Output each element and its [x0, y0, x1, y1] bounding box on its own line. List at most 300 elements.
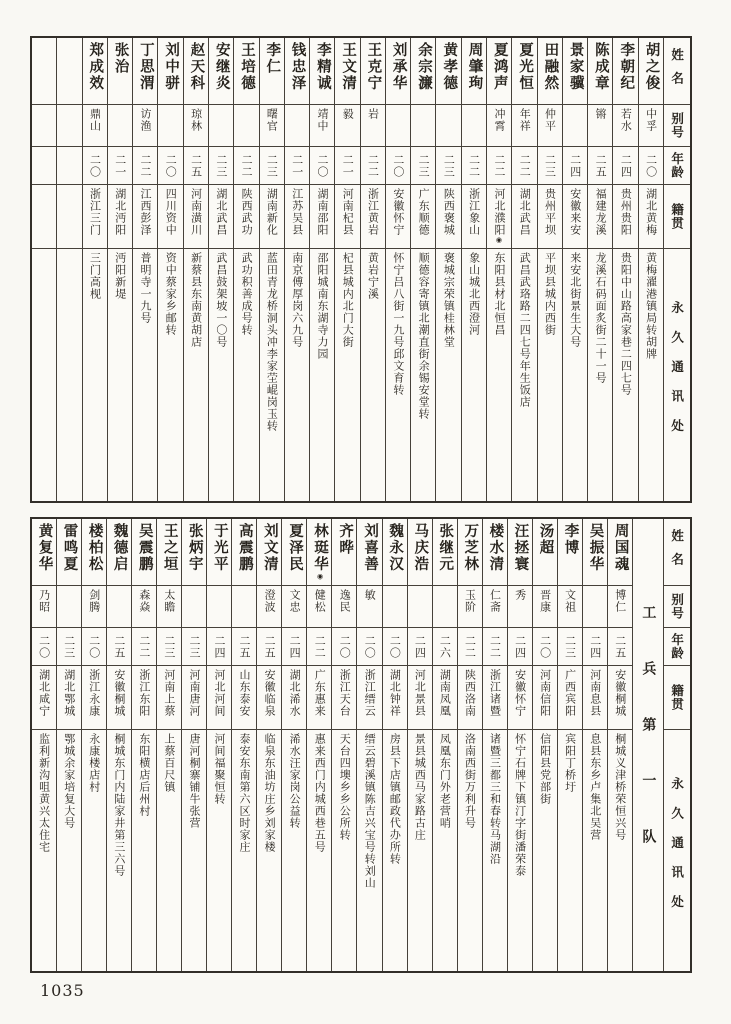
native-place-cell	[157, 665, 181, 729]
address-cell	[533, 729, 557, 971]
native-place-cell	[558, 665, 582, 729]
native-place-cell	[282, 665, 306, 729]
age-cell-text: 二四	[513, 634, 527, 659]
native-place-cell-text: 浙江东阳	[137, 669, 151, 717]
person-column	[56, 519, 81, 971]
person-column	[206, 519, 231, 971]
age-cell-text: 二五	[613, 634, 627, 659]
native-place-cell-text: 安徽来安	[568, 188, 582, 236]
address-cell-text: 桐城东门内陆家井第三六号	[112, 733, 126, 877]
address-cell	[57, 729, 81, 971]
native-place-cell-text: 湖南新化	[265, 188, 279, 236]
name-cell	[207, 519, 231, 585]
footnote-mark-icon: ◉	[316, 572, 325, 581]
age-cell-text: 二〇	[87, 634, 101, 659]
native-place-cell-text: 湖北沔阳	[113, 188, 127, 236]
empty-cell	[32, 38, 56, 104]
name-cell	[613, 38, 637, 104]
age-cell-text: 二〇	[164, 153, 178, 178]
native-place-cell-text: 福建龙溪	[594, 188, 608, 236]
native-place-cell-text: 广东惠来	[313, 669, 327, 717]
native-place-cell	[563, 184, 587, 248]
age-cell-text: 二四	[413, 634, 427, 659]
alias-cell	[458, 585, 482, 627]
name-cell	[533, 519, 557, 585]
alias-cell	[357, 585, 381, 627]
roster-table-top	[30, 36, 692, 503]
address-cell	[512, 248, 536, 501]
native-place-cell-text: 河南潢川	[189, 188, 203, 236]
address-cell	[357, 729, 381, 971]
name-cell-text: 田融然	[542, 42, 559, 92]
person-column	[208, 38, 233, 501]
address-cell-text: 凤凰东门外老营哨	[438, 733, 452, 829]
section-label-text: 工兵第一队	[640, 605, 657, 885]
native-place-cell	[383, 665, 407, 729]
native-place-cell	[257, 665, 281, 729]
column-header-name	[664, 38, 690, 104]
address-cell-text: 息县东乡卢集北吴营	[588, 733, 602, 841]
person-column	[435, 38, 460, 501]
native-place-cell-text: 山东泰安	[238, 669, 252, 717]
native-place-cell	[57, 665, 81, 729]
name-cell	[332, 519, 356, 585]
name-cell	[310, 38, 334, 104]
address-cell-text: 黄岩宁溪	[366, 252, 380, 300]
name-cell-text: 齐晔	[337, 523, 354, 556]
name-cell	[357, 519, 381, 585]
address-cell	[462, 248, 486, 501]
age-cell	[533, 627, 557, 665]
name-cell-text: 丁思渭	[137, 42, 154, 92]
native-place-cell-text: 湖北咸宁	[37, 669, 51, 717]
section-column	[632, 519, 663, 971]
native-place-cell-text: 河南杞县	[341, 188, 355, 236]
name-cell-text: 余宗濂	[415, 42, 432, 92]
address-cell-text: 惠来西门内城西巷五号	[313, 733, 327, 853]
address-cell	[133, 248, 157, 501]
native-place-cell-text: 河北景县	[413, 669, 427, 717]
person-column	[157, 38, 182, 501]
native-place-cell-text: 湖南邵阳	[315, 188, 329, 236]
address-cell	[608, 729, 632, 971]
address-cell-text: 唐河桐寨铺牛张营	[187, 733, 201, 829]
age-cell	[411, 146, 435, 184]
alias-cell-text: 健松	[313, 589, 327, 613]
column-header-name-text: 姓名	[669, 47, 685, 95]
alias-cell	[408, 585, 432, 627]
column-header-native-text: 籍贯	[669, 203, 685, 230]
age-cell	[639, 146, 663, 184]
person-column	[407, 519, 432, 971]
person-column	[461, 38, 486, 501]
age-cell	[207, 627, 231, 665]
address-cell-text: 龙溪石码面炙街二十一号	[594, 252, 608, 384]
age-cell-text: 二〇	[88, 153, 102, 178]
name-cell-text: 刘文清	[261, 523, 278, 573]
person-column	[587, 38, 612, 501]
alias-cell-text: 仁斋	[488, 589, 502, 613]
name-cell-text: 王文清	[340, 42, 357, 92]
age-cell	[583, 627, 607, 665]
address-cell	[282, 729, 306, 971]
age-cell	[483, 627, 507, 665]
name-cell-text: 吴振华	[587, 523, 604, 573]
alias-cell	[639, 104, 663, 146]
address-cell-text: 房县下店镇邮政代办所转	[388, 733, 402, 865]
alias-cell-text: 锵	[594, 108, 608, 120]
age-cell-text: 二〇	[37, 634, 51, 659]
name-cell-text: 黄复华	[36, 523, 53, 573]
name-cell	[558, 519, 582, 585]
address-cell	[132, 729, 156, 971]
age-cell	[232, 627, 256, 665]
native-place-cell-text: 湖南凤凰	[438, 669, 452, 717]
name-cell	[57, 519, 81, 585]
alias-cell-text: 晋康	[538, 589, 552, 613]
person-column	[131, 519, 156, 971]
alias-cell-text: 中孚	[644, 108, 658, 132]
native-place-cell-text: 贵州贵阳	[619, 188, 633, 236]
person-column	[557, 519, 582, 971]
alias-cell	[608, 585, 632, 627]
age-cell-text: 二五	[112, 634, 126, 659]
alias-cell	[462, 104, 486, 146]
native-place-cell-text: 河南上蔡	[162, 669, 176, 717]
name-cell-text: 汪拯寰	[512, 523, 529, 573]
footnote-mark-icon: ◉	[494, 236, 503, 244]
age-cell-text: 二四	[288, 634, 302, 659]
alias-cell-text: 仲平	[543, 108, 557, 132]
address-cell-text: 杞县城内北门大街	[341, 252, 355, 348]
address-cell-text: 褒城宗荣镇桂林堂	[442, 252, 456, 348]
age-cell	[257, 627, 281, 665]
age-cell	[260, 146, 284, 184]
person-column	[457, 519, 482, 971]
age-cell	[157, 627, 181, 665]
native-place-cell	[588, 184, 612, 248]
native-place-cell	[234, 184, 258, 248]
person-column	[432, 519, 457, 971]
alias-cell-text: 曙官	[265, 108, 279, 132]
native-place-cell	[132, 665, 156, 729]
name-cell-text: 夏泽民	[286, 523, 303, 573]
name-cell-text: 魏德启	[111, 523, 128, 573]
person-column	[309, 38, 334, 501]
address-cell	[209, 248, 233, 501]
name-cell	[232, 519, 256, 585]
address-cell-text: 东阳县材北恒昌	[492, 252, 506, 336]
person-column	[256, 519, 281, 971]
address-cell-text: 浠水汪家岗公益转	[288, 733, 302, 829]
native-place-cell	[260, 184, 284, 248]
native-place-cell-text: 河南信阳	[538, 669, 552, 717]
name-cell	[158, 38, 182, 104]
alias-cell	[107, 585, 131, 627]
person-column	[156, 519, 181, 971]
name-cell	[157, 519, 181, 585]
native-place-cell	[487, 184, 511, 248]
person-column	[106, 519, 131, 971]
alias-cell-text: 秀	[513, 589, 527, 601]
native-place-cell	[613, 184, 637, 248]
alias-cell-text: 博仁	[613, 589, 627, 613]
address-cell-text: 邵阳城南东湖寺力园	[315, 252, 329, 360]
native-place-cell-text: 江苏吴县	[290, 188, 304, 236]
name-cell-text: 刘中骈	[163, 42, 180, 92]
column-header-address-text: 永久通讯处	[669, 301, 685, 449]
name-cell-text: 安继炎	[213, 42, 230, 92]
alias-cell	[184, 104, 208, 146]
address-cell	[458, 729, 482, 971]
age-cell-text: 二一	[341, 153, 355, 178]
native-place-cell	[158, 184, 182, 248]
address-cell	[310, 248, 334, 501]
alias-cell	[487, 104, 511, 146]
native-place-cell	[107, 665, 131, 729]
age-cell	[285, 146, 309, 184]
native-place-cell	[411, 184, 435, 248]
alias-cell	[563, 104, 587, 146]
address-cell	[32, 729, 56, 971]
native-place-cell	[483, 665, 507, 729]
name-cell-text: 周国魂	[612, 523, 629, 573]
column-header-name	[664, 519, 690, 585]
address-cell	[433, 729, 457, 971]
alias-cell-text: 太瞻	[162, 589, 176, 613]
name-cell	[639, 38, 663, 104]
native-place-cell	[307, 665, 331, 729]
column-header-address-text: 永久通讯处	[669, 776, 685, 925]
native-place-cell	[408, 665, 432, 729]
address-cell-text: 东阳横店后州村	[137, 733, 151, 817]
age-cell	[608, 627, 632, 665]
alias-cell	[411, 104, 435, 146]
native-place-cell-text: 贵州平坝	[543, 188, 557, 236]
alias-cell	[209, 104, 233, 146]
name-cell	[538, 38, 562, 104]
person-column	[482, 519, 507, 971]
name-cell	[285, 38, 309, 104]
native-place-cell-text: 浙江诸暨	[488, 669, 502, 717]
address-cell-text: 来安北街景生大号	[568, 252, 582, 348]
age-cell	[357, 627, 381, 665]
age-cell-text: 二二	[139, 153, 152, 178]
alias-cell	[332, 585, 356, 627]
native-place-cell-text: 河北濮阳◉	[492, 188, 506, 244]
alias-cell	[257, 585, 281, 627]
alias-cell	[533, 585, 557, 627]
alias-cell-text: 琼林	[189, 108, 203, 132]
native-place-cell-text: 浙江天台	[338, 669, 352, 717]
age-cell	[487, 146, 511, 184]
address-cell-text: 宾阳丁桥圩	[563, 733, 577, 793]
name-cell	[82, 519, 106, 585]
name-cell-text: 汤超	[537, 523, 554, 556]
alias-cell	[588, 104, 612, 146]
age-cell-text: 二二	[518, 153, 532, 178]
age-cell-text: 二三	[417, 153, 431, 178]
age-cell	[383, 627, 407, 665]
age-cell	[512, 146, 536, 184]
name-cell-text: 李仁	[264, 42, 281, 75]
alias-cell-text: 敏	[363, 589, 377, 601]
native-place-cell	[538, 184, 562, 248]
age-cell-text: 二〇	[391, 153, 405, 178]
name-cell	[282, 519, 306, 585]
native-place-cell-text: 陕西褒城	[442, 188, 456, 236]
alias-cell	[182, 585, 206, 627]
address-cell	[157, 729, 181, 971]
address-cell-text: 诸暨三都三和春转马湖沿	[488, 733, 502, 865]
alias-cell-text: 访渔	[139, 108, 152, 132]
address-cell-text: 怀宁石牌下镇汀字街潘荣泰	[513, 733, 527, 877]
alias-cell	[307, 585, 331, 627]
name-cell-text: 胡之俊	[643, 42, 660, 92]
age-cell-text: 二四	[213, 634, 226, 659]
name-cell-text: 赵天科	[188, 42, 205, 92]
age-cell	[234, 146, 258, 184]
address-cell	[508, 729, 532, 971]
name-cell	[260, 38, 284, 104]
address-cell	[232, 729, 256, 971]
age-cell-text: 二二	[492, 153, 506, 178]
alias-cell	[335, 104, 359, 146]
native-place-cell-text: 湖北武昌	[518, 188, 532, 236]
person-column	[507, 519, 532, 971]
header-column	[663, 519, 690, 971]
address-cell-text: 洛南西街万利升号	[463, 733, 477, 829]
person-column	[181, 519, 206, 971]
alias-cell	[310, 104, 334, 146]
native-place-cell	[209, 184, 233, 248]
name-cell	[257, 519, 281, 585]
name-cell	[458, 519, 482, 585]
name-cell	[234, 38, 258, 104]
name-cell	[184, 38, 208, 104]
age-cell-text: 二四	[568, 153, 582, 178]
age-cell	[82, 627, 106, 665]
alias-cell	[508, 585, 532, 627]
age-cell-text: 二三	[62, 634, 76, 659]
empty-cell	[32, 146, 56, 184]
age-cell	[335, 146, 359, 184]
address-cell-text: 鄂城余家培复大号	[62, 733, 76, 829]
alias-cell	[108, 104, 132, 146]
address-cell	[285, 248, 309, 501]
native-place-cell	[332, 665, 356, 729]
native-place-cell-text: 河南息县	[588, 669, 602, 717]
name-cell-text: 钱忠泽	[289, 42, 306, 92]
age-cell-text: 二〇	[315, 153, 329, 178]
age-cell	[462, 146, 486, 184]
address-cell	[257, 729, 281, 971]
alias-cell	[83, 104, 107, 146]
native-place-cell-text: 江西彭泽	[139, 188, 152, 236]
address-cell-text: 贵阳中山路高家巷二四七号	[619, 252, 633, 396]
address-cell	[408, 729, 432, 971]
age-cell	[133, 146, 157, 184]
name-cell-text: 楼柏松	[86, 523, 103, 573]
alias-cell	[232, 585, 256, 627]
column-header-age	[664, 627, 690, 665]
age-cell	[386, 146, 410, 184]
address-cell-text: 监利新沟咀黄兴太住宅	[37, 733, 51, 853]
person-column	[306, 519, 331, 971]
alias-cell-text: 澄波	[263, 589, 277, 613]
age-cell	[508, 627, 532, 665]
address-cell	[487, 248, 511, 501]
name-cell-text: 陈成章	[592, 42, 609, 92]
person-column	[612, 38, 637, 501]
person-column	[582, 519, 607, 971]
native-place-cell-text: 陕西武功	[240, 188, 254, 236]
age-cell-text: 二二	[488, 634, 502, 659]
address-cell	[563, 248, 587, 501]
column-header-native-text: 籍贯	[669, 684, 685, 711]
person-column	[32, 519, 56, 971]
name-cell	[433, 519, 457, 585]
age-cell-text: 二一	[290, 153, 304, 178]
name-cell	[133, 38, 157, 104]
age-cell-text: 二二	[313, 634, 327, 659]
empty-cell	[57, 146, 81, 184]
person-column	[356, 519, 381, 971]
column-header-age	[664, 146, 690, 184]
address-cell-text: 新蔡县东南黄胡店	[189, 252, 203, 348]
alias-cell-text: 剑腾	[87, 589, 101, 613]
age-cell-text: 二三	[543, 153, 557, 178]
alias-cell	[132, 585, 156, 627]
address-cell-text: 黄梅濯港镇局转胡牌	[644, 252, 658, 360]
name-cell-text: 黄孝德	[441, 42, 458, 92]
age-cell	[558, 627, 582, 665]
age-cell-text: 二六	[438, 634, 452, 659]
person-column	[231, 519, 256, 971]
address-cell-text: 临泉东油坊庄乡刘家楼	[263, 733, 277, 853]
alias-cell	[512, 104, 536, 146]
address-cell-text: 信阳县党部街	[538, 733, 552, 805]
native-place-cell	[386, 184, 410, 248]
empty-cell	[57, 104, 81, 146]
name-cell	[307, 519, 331, 585]
age-cell-text: 二五	[189, 153, 203, 178]
address-cell	[583, 729, 607, 971]
address-cell	[386, 248, 410, 501]
name-cell	[83, 38, 107, 104]
person-column	[334, 38, 359, 501]
age-cell-text: 二二	[463, 634, 477, 659]
alias-cell-text: 年祥	[518, 108, 532, 132]
empty-column	[56, 38, 81, 501]
column-header-age-text: 年龄	[669, 633, 685, 660]
age-cell-text: 二〇	[363, 634, 377, 659]
name-cell	[335, 38, 359, 104]
person-column	[281, 519, 306, 971]
alias-cell-text: 乃昭	[37, 589, 51, 613]
name-cell-text: 魏永汉	[387, 523, 404, 573]
address-cell	[361, 248, 385, 501]
name-cell	[483, 519, 507, 585]
native-place-cell	[508, 665, 532, 729]
native-place-cell	[133, 184, 157, 248]
address-cell	[107, 729, 131, 971]
native-place-cell	[512, 184, 536, 248]
address-cell	[613, 248, 637, 501]
age-cell	[184, 146, 208, 184]
alias-cell	[207, 585, 231, 627]
column-header-native	[664, 184, 690, 248]
